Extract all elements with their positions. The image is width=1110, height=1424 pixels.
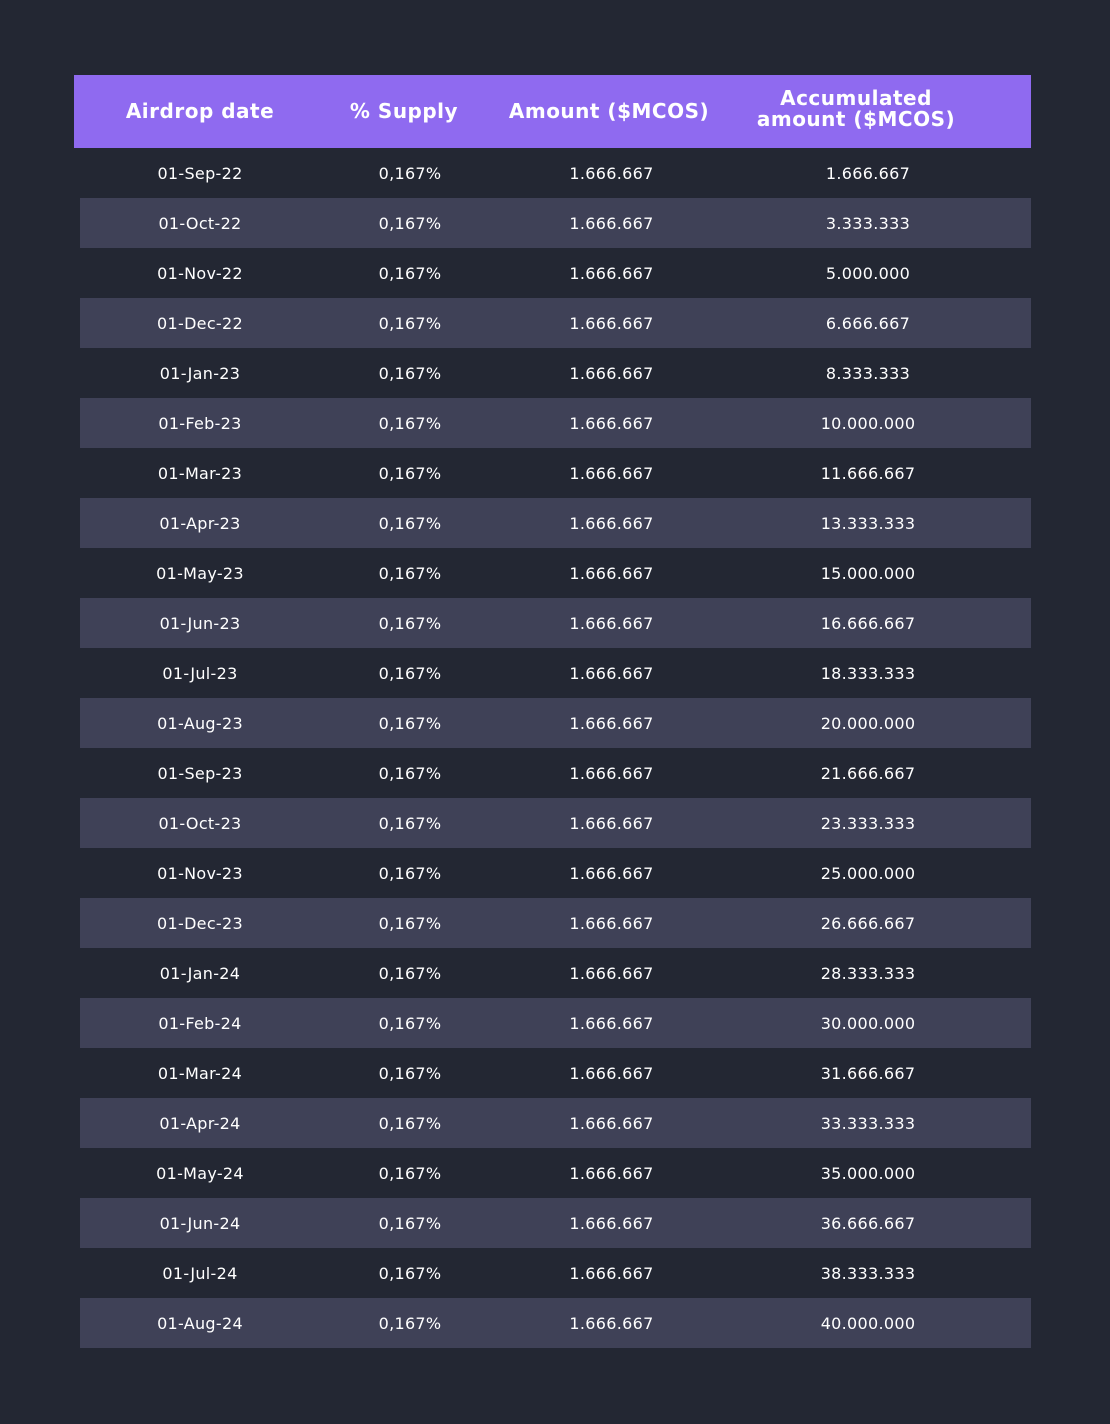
accumulated-amount-cell: 25.000.000 — [820, 863, 916, 883]
amount-cell: 1.666.667 — [569, 563, 654, 583]
amount-cell: 1.666.667 — [569, 213, 654, 233]
accumulated-amount-cell: 20.000.000 — [820, 713, 916, 733]
table-row — [80, 548, 1031, 598]
table-row — [80, 498, 1031, 548]
accumulated-amount-cell: 11.666.667 — [820, 463, 916, 483]
supply-cell: 0,167% — [378, 513, 442, 533]
table-row — [80, 448, 1031, 498]
table-row — [80, 998, 1031, 1048]
amount-cell: 1.666.667 — [569, 913, 654, 933]
airdrop-date-cell: 01-Jan-24 — [159, 963, 241, 983]
accumulated-amount-cell: 6.666.667 — [825, 313, 911, 333]
table-row — [80, 1098, 1031, 1148]
accumulated-amount-cell: 8.333.333 — [825, 363, 911, 383]
table-row — [80, 348, 1031, 398]
airdrop-date-cell: 01-Feb-23 — [158, 413, 242, 433]
table-row — [80, 748, 1031, 798]
table-row — [80, 898, 1031, 948]
supply-cell: 0,167% — [378, 313, 442, 333]
accumulated-amount-cell: 1.666.667 — [825, 163, 911, 183]
table-row — [80, 948, 1031, 998]
accumulated-amount-cell: 21.666.667 — [820, 763, 916, 783]
amount-cell: 1.666.667 — [569, 363, 654, 383]
amount-cell: 1.666.667 — [569, 763, 654, 783]
airdrop-date-cell: 01-Sep-22 — [157, 163, 243, 183]
accumulated-amount-cell: 31.666.667 — [820, 1063, 916, 1083]
amount-cell: 1.666.667 — [569, 1163, 654, 1183]
accumulated-amount-cell: 15.000.000 — [820, 563, 916, 583]
supply-cell: 0,167% — [378, 1163, 442, 1183]
airdrop-date-cell: 01-Aug-23 — [157, 713, 243, 733]
header-supply: % Supply — [349, 99, 459, 123]
header-accumulated-amount: Accumulated amount ($MCOS) — [756, 85, 956, 131]
airdrop-date-cell: 01-Apr-23 — [159, 513, 241, 533]
supply-cell: 0,167% — [378, 563, 442, 583]
table-row — [80, 1298, 1031, 1348]
airdrop-date-cell: 01-Jan-23 — [159, 363, 241, 383]
airdrop-date-cell: 01-Oct-22 — [158, 213, 242, 233]
accumulated-amount-cell: 5.000.000 — [825, 263, 911, 283]
header-airdrop-date: Airdrop date — [125, 99, 275, 123]
airdrop-date-cell: 01-Jun-24 — [159, 1213, 241, 1233]
amount-cell: 1.666.667 — [569, 813, 654, 833]
airdrop-date-cell: 01-Nov-23 — [157, 863, 243, 883]
airdrop-date-cell: 01-May-23 — [156, 563, 244, 583]
amount-cell: 1.666.667 — [569, 663, 654, 683]
airdrop-date-cell: 01-Dec-22 — [157, 313, 243, 333]
amount-cell: 1.666.667 — [569, 1113, 654, 1133]
amount-cell: 1.666.667 — [569, 1213, 654, 1233]
accumulated-amount-cell: 40.000.000 — [820, 1313, 916, 1333]
airdrop-date-cell: 01-Mar-24 — [157, 1063, 243, 1083]
accumulated-amount-cell: 35.000.000 — [820, 1163, 916, 1183]
supply-cell: 0,167% — [378, 613, 442, 633]
table-row — [80, 1248, 1031, 1298]
amount-cell: 1.666.667 — [569, 963, 654, 983]
supply-cell: 0,167% — [378, 813, 442, 833]
table-row — [80, 848, 1031, 898]
accumulated-amount-cell: 23.333.333 — [820, 813, 916, 833]
accumulated-amount-cell: 16.666.667 — [820, 613, 916, 633]
airdrop-date-cell: 01-Nov-22 — [157, 263, 243, 283]
amount-cell: 1.666.667 — [569, 863, 654, 883]
table-row — [80, 198, 1031, 248]
supply-cell: 0,167% — [378, 213, 442, 233]
supply-cell: 0,167% — [378, 1313, 442, 1333]
accumulated-amount-cell: 3.333.333 — [825, 213, 911, 233]
accumulated-amount-cell: 10.000.000 — [820, 413, 916, 433]
supply-cell: 0,167% — [378, 1013, 442, 1033]
table-row — [80, 648, 1031, 698]
supply-cell: 0,167% — [378, 463, 442, 483]
airdrop-date-cell: 01-Feb-24 — [158, 1013, 242, 1033]
table-row — [80, 1198, 1031, 1248]
amount-cell: 1.666.667 — [569, 163, 654, 183]
table-row — [80, 248, 1031, 298]
amount-cell: 1.666.667 — [569, 263, 654, 283]
amount-cell: 1.666.667 — [569, 613, 654, 633]
airdrop-schedule-table — [74, 75, 1031, 1348]
supply-cell: 0,167% — [378, 763, 442, 783]
amount-cell: 1.666.667 — [569, 513, 654, 533]
accumulated-amount-cell: 36.666.667 — [820, 1213, 916, 1233]
table-body — [74, 148, 1031, 1348]
amount-cell: 1.666.667 — [569, 713, 654, 733]
accumulated-amount-cell: 28.333.333 — [820, 963, 916, 983]
supply-cell: 0,167% — [378, 1213, 442, 1233]
airdrop-date-cell: 01-May-24 — [156, 1163, 244, 1183]
supply-cell: 0,167% — [378, 863, 442, 883]
supply-cell: 0,167% — [378, 413, 442, 433]
amount-cell: 1.666.667 — [569, 313, 654, 333]
table-row — [80, 148, 1031, 198]
amount-cell: 1.666.667 — [569, 1313, 654, 1333]
amount-cell: 1.666.667 — [569, 1013, 654, 1033]
supply-cell: 0,167% — [378, 913, 442, 933]
table-row — [80, 598, 1031, 648]
supply-cell: 0,167% — [378, 663, 442, 683]
table-row — [80, 798, 1031, 848]
airdrop-date-cell: 01-Sep-23 — [157, 763, 243, 783]
airdrop-date-cell: 01-Aug-24 — [157, 1313, 243, 1333]
supply-cell: 0,167% — [378, 963, 442, 983]
airdrop-date-cell: 01-Apr-24 — [159, 1113, 241, 1133]
accumulated-amount-cell: 30.000.000 — [820, 1013, 916, 1033]
supply-cell: 0,167% — [378, 163, 442, 183]
table-header — [74, 75, 1031, 148]
supply-cell: 0,167% — [378, 713, 442, 733]
airdrop-date-cell: 01-Dec-23 — [157, 913, 243, 933]
amount-cell: 1.666.667 — [569, 413, 654, 433]
amount-cell: 1.666.667 — [569, 1263, 654, 1283]
accumulated-amount-cell: 18.333.333 — [820, 663, 916, 683]
airdrop-date-cell: 01-Mar-23 — [157, 463, 243, 483]
supply-cell: 0,167% — [378, 1063, 442, 1083]
table-row — [80, 398, 1031, 448]
accumulated-amount-cell: 38.333.333 — [820, 1263, 916, 1283]
amount-cell: 1.666.667 — [569, 1063, 654, 1083]
airdrop-date-cell: 01-Jul-23 — [162, 663, 238, 683]
amount-cell: 1.666.667 — [569, 463, 654, 483]
supply-cell: 0,167% — [378, 263, 442, 283]
accumulated-amount-cell: 13.333.333 — [820, 513, 916, 533]
accumulated-amount-cell: 33.333.333 — [820, 1113, 916, 1133]
table-row — [80, 698, 1031, 748]
supply-cell: 0,167% — [378, 363, 442, 383]
airdrop-date-cell: 01-Oct-23 — [158, 813, 242, 833]
airdrop-date-cell: 01-Jul-24 — [162, 1263, 238, 1283]
header-amount: Amount ($MCOS) — [508, 99, 710, 123]
table-row — [80, 1048, 1031, 1098]
accumulated-amount-cell: 26.666.667 — [820, 913, 916, 933]
supply-cell: 0,167% — [378, 1263, 442, 1283]
table-row — [80, 298, 1031, 348]
supply-cell: 0,167% — [378, 1113, 442, 1133]
airdrop-date-cell: 01-Jun-23 — [159, 613, 241, 633]
table-row — [80, 1148, 1031, 1198]
